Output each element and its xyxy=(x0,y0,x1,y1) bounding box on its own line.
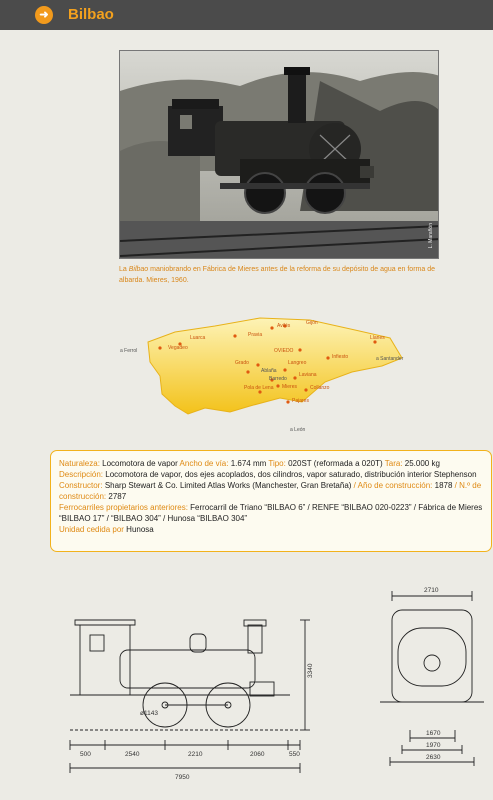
dim-2210: 2210 xyxy=(188,751,203,758)
wheel-dimension: ø1143 xyxy=(140,710,158,717)
info-line-1 xyxy=(59,458,483,469)
constructor-value: Sharp Stewart & Co. Limited Atlas Works (Manchester, Gran Bretaña) xyxy=(104,481,352,490)
locomotive-technical-drawing xyxy=(0,580,493,800)
tank-outline xyxy=(120,650,255,688)
map-label-laviana: Laviana xyxy=(299,372,317,378)
dim-550: 550 xyxy=(289,751,300,758)
photo-caption xyxy=(119,264,439,286)
map-label-a-leon: a León xyxy=(290,427,306,433)
tipo-value: 020ST (reformada a 020T) xyxy=(288,459,383,468)
map-label-gijon: Gijón xyxy=(306,320,318,326)
smokebox-door xyxy=(424,655,440,671)
map-label-grado: Grado xyxy=(235,360,249,366)
map-label-mieres: Mieres xyxy=(282,384,298,390)
page-header xyxy=(0,0,493,30)
info-line-3 xyxy=(59,480,483,502)
tara-value: 25.000 kg xyxy=(404,459,440,468)
propietarios-label: Ferrocarriles propietarios anteriores: xyxy=(59,503,188,512)
constructor-label: Constructor: xyxy=(59,481,103,490)
map-label-langreo: Langreo xyxy=(288,360,307,366)
numero-label: / N.º de construcción: xyxy=(59,481,482,501)
numero-value: 2787 xyxy=(108,492,127,501)
ancho-label: Ancho de vía: xyxy=(179,459,229,468)
map-label-llanes: Llanes xyxy=(370,335,385,341)
map-label-a-santander: a Santander xyxy=(376,356,404,362)
front-dim-1970: 1970 xyxy=(426,742,441,749)
caption-name: Bilbao xyxy=(128,266,149,273)
map-label-infiesto: Infiesto xyxy=(332,354,349,360)
info-line-4 xyxy=(59,502,483,524)
info-line-5 xyxy=(59,524,483,535)
total-length-dimension: 7950 xyxy=(175,774,190,781)
height-dimension: 3340 xyxy=(307,663,314,678)
map-label-pravia: Pravia xyxy=(248,332,263,338)
descripcion-value: Locomotora de vapor, dos ejes acoplados, dos cilindros, vapor saturado, distribución interior Stephenson xyxy=(105,470,477,479)
anio-value: 1878 xyxy=(434,481,453,490)
naturaleza-label: Naturaleza: xyxy=(59,459,100,468)
unidad-value: Hunosa xyxy=(126,525,154,534)
info-line-2 xyxy=(59,469,483,480)
map-label-pajares: Pajares xyxy=(292,398,309,404)
map-label-ablana: Ablaña xyxy=(261,368,277,374)
caption-text: maniobrando en Fábrica de Mieres antes de la reforma de su depósito de agua en forma de albarda. Mieres, 1960. xyxy=(119,266,435,284)
page-title: Bilbao xyxy=(68,6,114,23)
dim-2060: 2060 xyxy=(250,751,265,758)
ancho-value: 1.674 mm xyxy=(230,459,267,468)
asturias-map xyxy=(120,310,410,440)
propietarios-value: Ferrocarril de Triano “BILBAO 6” / RENFE “BILBAO 020-0223” / Fábrica de Mieres “BILBAO 17” / “BILBAO 304” / Hunosa “BILBAO 304” xyxy=(59,503,483,523)
locomotive-photo xyxy=(119,50,439,259)
photo-credit: L. Marañón xyxy=(428,222,434,248)
front-dim-1670: 1670 xyxy=(426,730,441,737)
map-label-collanzo: Collanzo xyxy=(310,385,330,391)
naturaleza-value: Locomotora de vapor xyxy=(102,459,178,468)
map-label-oviedo: OVIEDO xyxy=(274,348,294,354)
map-label-pola-de-lena: Pola de Lena xyxy=(244,385,274,391)
map-label-a-ferrol: a Ferrol xyxy=(120,348,138,354)
dim-2540: 2540 xyxy=(125,751,140,758)
tipo-label: Tipo: xyxy=(268,459,286,468)
map-label-aviles: Avilés xyxy=(277,323,291,329)
cab-outline xyxy=(80,625,130,695)
chimney-outline xyxy=(248,625,262,653)
arrow-right-icon: ➜ xyxy=(35,6,53,24)
dim-500: 500 xyxy=(80,751,91,758)
anio-label: / Año de construcción: xyxy=(353,481,433,490)
descripcion-label: Descripción: xyxy=(59,470,104,479)
tara-label: Tara: xyxy=(384,459,403,468)
front-view-outline xyxy=(392,610,472,702)
caption-prefix: La xyxy=(119,266,129,273)
map-label-barredo: Barredo xyxy=(269,376,287,382)
unidad-label: Unidad cedida por xyxy=(59,525,124,534)
front-width-dimension: 2710 xyxy=(424,587,439,594)
front-dim-2630: 2630 xyxy=(426,754,441,761)
map-label-vegadeo: Vegadeo xyxy=(168,345,188,351)
technical-info-box xyxy=(50,450,492,552)
map-label-luarca: Luarca xyxy=(190,335,206,341)
